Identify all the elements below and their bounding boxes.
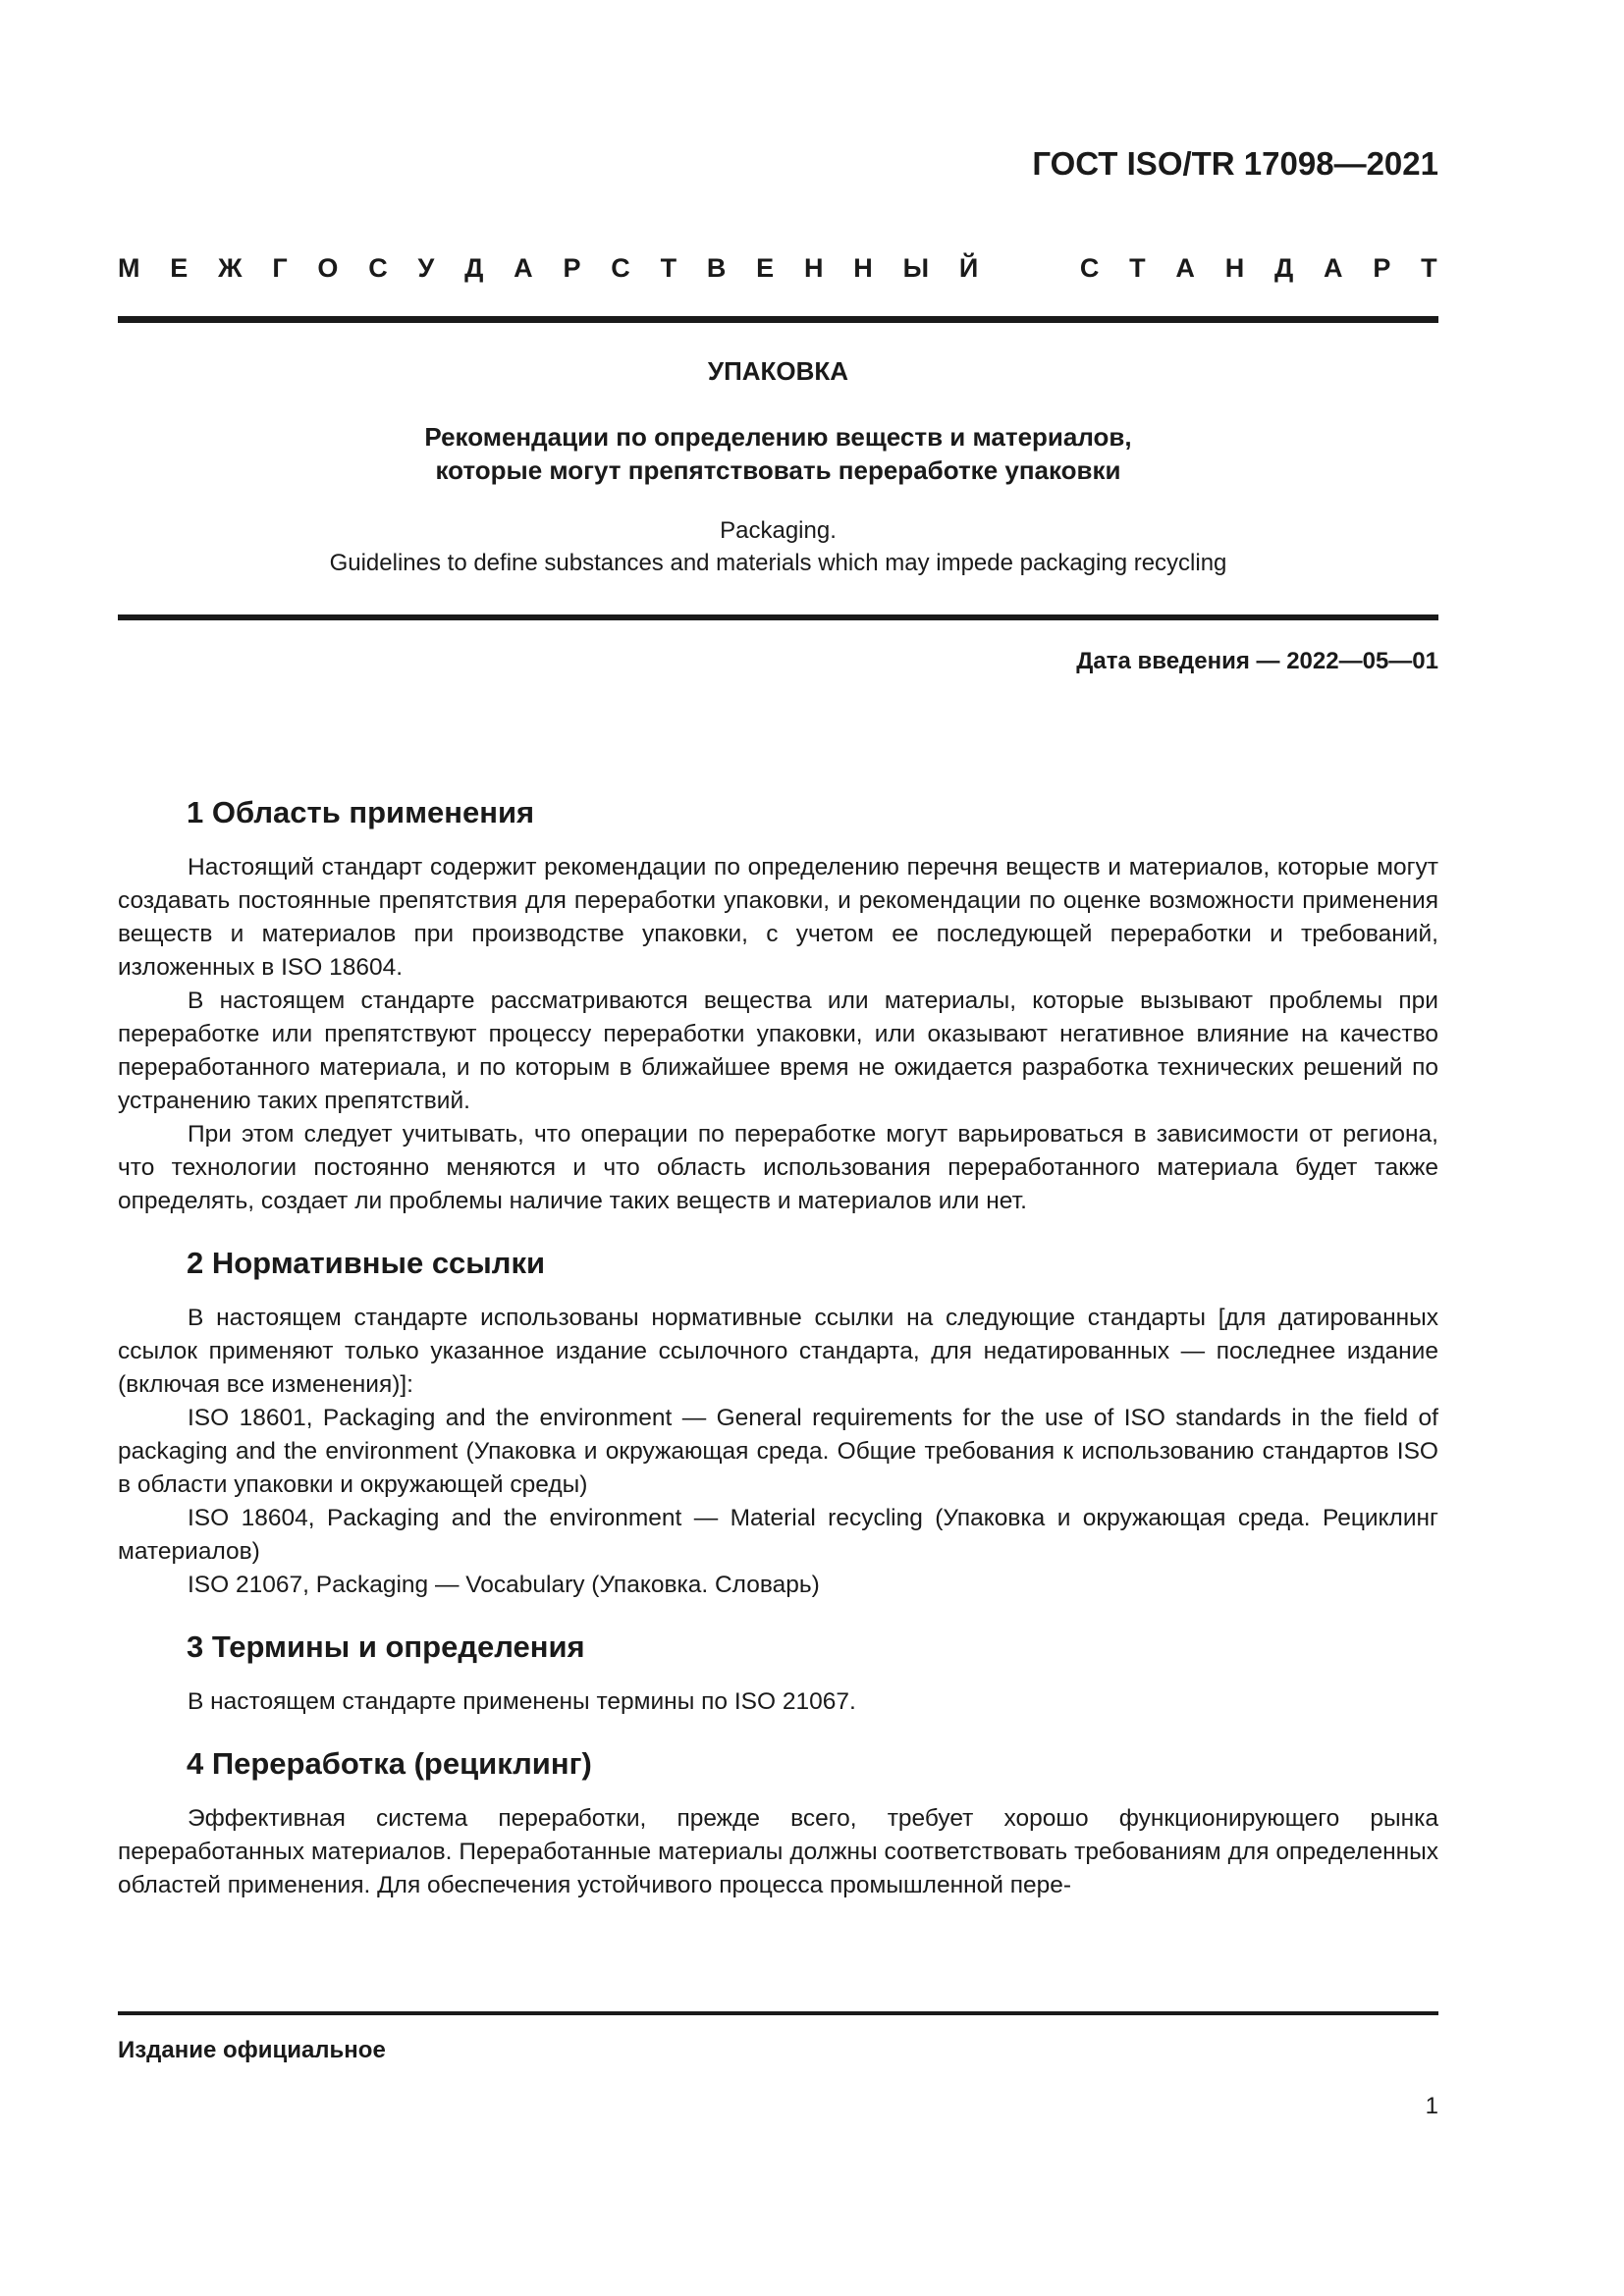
standard-type-letter: А [1324, 253, 1343, 283]
word-gap [1008, 253, 1050, 284]
standard-type-letter: Н [1224, 253, 1245, 283]
english-title-line: Packaging. [720, 517, 837, 544]
standard-type-letter: М [118, 253, 140, 283]
section-scope [118, 793, 1438, 1218]
standard-type-letter: Е [756, 253, 775, 283]
section-normative-references [118, 1244, 1438, 1602]
standard-type-letter: У [417, 253, 435, 283]
section-heading: 2 Нормативные ссылки [187, 1246, 546, 1280]
standard-type-letter: Р [563, 253, 581, 283]
standard-type-letter: Г [272, 253, 288, 283]
standard-type-letter: Т [1421, 253, 1437, 283]
official-edition-label: Издание официальное [118, 2037, 386, 2063]
standard-type-letter: Д [464, 253, 484, 283]
paragraph: Настоящий стандарт содержит рекомендации по определению перечня веществ и материалов, которые могут создавать постоянные препятствия для переработки упаковки, и рекомендации по оценке возможности применения веществ и материалов при производстве упаковки, с учетом ее последующей переработки и требований, изложенных в ISO 18604. [118, 854, 1438, 981]
standard-type-letter: О [317, 253, 339, 283]
document-code: ГОСТ ISO/TR 17098—2021 [1032, 145, 1438, 182]
section-heading: 1 Область применения [187, 795, 535, 829]
reference-entry: ISO 18601, Packaging and the environment — General requirements for the use of ISO standards in the field of packaging and the environment (Упаковка и окружающая среда. Общие требования к использованию стандартов ISO в области упаковки и окружающей среды) [118, 1405, 1438, 1498]
standard-type-letter: Н [853, 253, 873, 283]
reference-entry: ISO 18604, Packaging and the environment — Material recycling (Упаковка и окружающая среда. Рециклинг материалов) [118, 1505, 1438, 1565]
standard-type-letter: Т [1129, 253, 1146, 283]
standard-type-letter: А [514, 253, 533, 283]
standard-type-letter: С [368, 253, 388, 283]
standard-type-heading [118, 253, 1437, 284]
standard-type-letter: Т [660, 253, 677, 283]
footer-divider [118, 2011, 1438, 2015]
subtitle-line: которые могут препятствовать переработке упаковки [435, 455, 1121, 485]
standard-type-letter: Д [1274, 253, 1294, 283]
standard-type-letter: Р [1373, 253, 1391, 283]
paragraph: При этом следует учитывать, что операции по переработке могут варьироваться в зависимости от региона, что технологии постоянно меняются и что область использования переработанного материала будет также определять, создает ли проблемы наличие таких веществ и материалов или нет. [118, 1121, 1438, 1214]
standard-type-letter: С [611, 253, 630, 283]
standard-type-letter: А [1175, 253, 1195, 283]
reference-entry: ISO 21067, Packaging — Vocabulary (Упаковка. Словарь) [188, 1572, 820, 1598]
standard-type-letter: Е [170, 253, 189, 283]
top-divider [118, 316, 1438, 323]
paragraph: В настоящем стандарте использованы нормативные ссылки на следующие стандарты [для датированных ссылок применяют только указанное издание ссылочного стандарта, для недатированных — последнее издание (включая все изменения)]: [118, 1305, 1438, 1398]
standard-type-letter: В [706, 253, 727, 283]
page-number: 1 [1425, 2093, 1438, 2119]
document-body [118, 793, 1438, 1928]
standard-type-letter: Ы [902, 253, 930, 283]
title-divider [118, 614, 1438, 620]
standard-type-letter: С [1079, 253, 1100, 283]
section-heading: 3 Термины и определения [187, 1629, 585, 1664]
introduction-date: Дата введения — 2022—05—01 [1076, 648, 1438, 674]
standard-type-letter: Ж [218, 253, 243, 283]
paragraph: В настоящем стандарте рассматриваются вещества или материалы, которые вызывают проблемы при переработке или препятствуют процессу переработки упаковки, или оказывают негативное влияние на качество переработанного материала, и по которым в ближайшее время не ожидается разработка технических решений по устранению таких препятствий. [118, 988, 1438, 1114]
english-title-line: Guidelines to define substances and materials which may impede packaging recycling [329, 550, 1227, 576]
document-subtitle [118, 420, 1438, 487]
section-recycling [118, 1744, 1438, 1902]
subtitle-line: Рекомендации по определению веществ и материалов, [424, 422, 1132, 452]
paragraph: Эффективная система переработки, прежде всего, требует хорошо функционирующего рынка переработанных материалов. Переработанные материалы должны соответствовать требованиям для определенных областей применения. Для обеспечения устойчивого процесса промышленной пере- [118, 1805, 1438, 1898]
standard-type-letter: Н [803, 253, 824, 283]
document-title: УПАКОВКА [707, 356, 849, 386]
section-heading: 4 Переработка (рециклинг) [187, 1746, 592, 1781]
section-terms-definitions [118, 1628, 1438, 1719]
paragraph: В настоящем стандарте применены термины по ISO 21067. [188, 1688, 856, 1715]
english-title [118, 514, 1438, 579]
standard-type-letter: Й [958, 253, 979, 283]
